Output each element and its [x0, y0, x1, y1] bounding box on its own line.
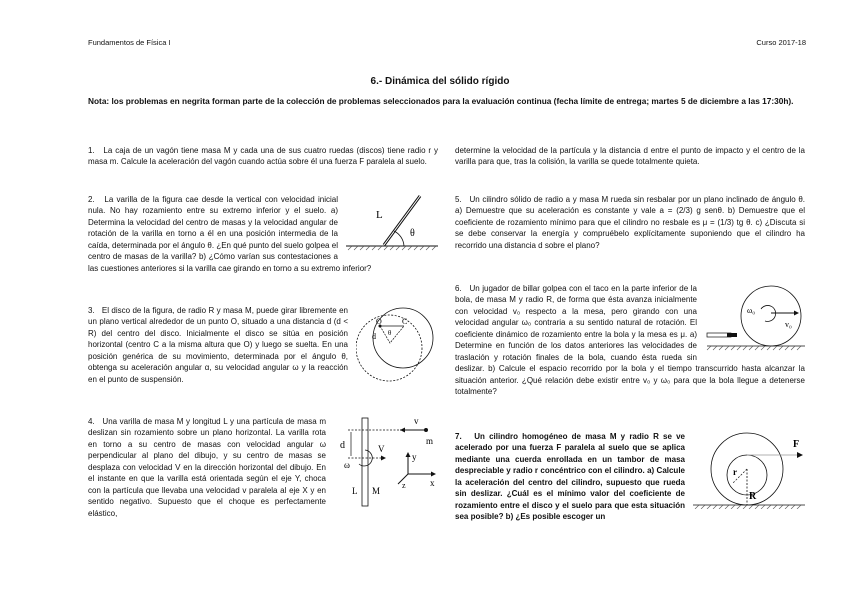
label-m: m	[426, 436, 434, 446]
problem-number: 7.	[455, 432, 462, 441]
problem-text: Un cilindro sólido de radio a y masa M rueda sin resbalar por un plano inclinado de ángulo θ. a) Demuestre que su aceleración es constante y vale a = (2/3) g senθ. b) Demuestre que el coeficiente de rozamiento mínimo para que el cilindro no resbale es μ = (1/3) tg θ. c) ¿Discuta si se debe conservar la energía y compruébelo explícitamente suponiendo que el cilindro ha recorrido una distancia d sobre el plano?	[455, 195, 806, 250]
label-d: d	[372, 332, 376, 341]
label-z: z	[402, 481, 406, 490]
problem-number: 6.	[455, 284, 462, 293]
label-L: L	[352, 486, 358, 496]
label-F: F	[793, 439, 800, 450]
label-d: d	[340, 440, 345, 451]
label-R: R	[749, 491, 757, 502]
problem-text: La varilla de la figura cae desde la vertical con velocidad inicial nula. No hay rozamiento entre su extremo inferior y el suelo. a) Determina la velocidad del centro de masas y la velocidad angular de rotación de la varilla en torno a él en una posición intermedia de la caída, determinada por el ángulo θ. ¿En qué punto del suelo golpea el centro de masas de la varilla? b) ¿Cómo varían sus contestaciones a las cuestiones anteriores si la varilla cae girando en torno a su extremo inferior?	[88, 195, 372, 273]
problem-text: Un jugador de billar golpea con el taco en la parte inferior de la bola, de masa M y radio R, de forma que ésta avanza inicialmente con velocidad v₀ respecto a la mesa, pero girando con una velocidad angular ω₀ contraria a su sentido natural de rotación. El coeficiente dinámico de rozamiento entre la bola y la mesa es μ. a) Determine en función de los datos anteriores las velocidades de traslación y rotación finales de la bola, cuando ésta rueda sin deslizar. b) Calcule el espacio recorrido por la bola y el tiempo transcurrido hasta alcanzar la situación anterior. ¿Qué relación debe existir entre v₀ y ω₀ para que la bola llegue a detenerse totalmente?	[455, 284, 805, 397]
problem-text: El disco de la figura, de radio R y masa M, puede girar libremente en un plano vertical alrededor de un punto O, situado a una distancia d (d < R) del centro del disco. Inicialmente el disco se sitúa en posición horizontal (centro C a la misma altura que O) y luego se suelta. En una posición genérica de su movimiento, determinada por el ángulo θ, obtenga su aceleración angular α, su velocidad angular ω y la reacción en el punto de suspensión.	[88, 306, 348, 384]
billiard-ball-figure	[705, 283, 805, 353]
problem-text: Una varilla de masa M y longitud L y una partícula de masa m deslizan sin rozamiento sobre un plano horizontal. La varilla rota en torno a su centro de masas con velocidad angular ω perpendicular al plano del dibujo, y su centro de masas se desplaza con velocidad V en la dirección horizontal del dibujo. En el instante en que la varilla está orientada según el eje Y, choca con la partícula que llevaba una velocidad v paralela al eje X y en sentido negativo. Supuesto que el choque es perfectamente elástico,	[88, 417, 327, 518]
cylinder-drum-figure	[693, 431, 805, 509]
problem-3	[88, 305, 438, 387]
problem-4	[88, 416, 438, 519]
label-x: x	[430, 478, 435, 488]
problem-number: 1.	[88, 146, 95, 155]
page-title: 6.- Dinámica del sólido rígido	[370, 76, 510, 87]
label-theta: θ	[388, 329, 392, 337]
disc-figure	[356, 305, 438, 387]
falling-rod-figure	[346, 194, 438, 254]
problem-text: La caja de un vagón tiene masa M y cada una de sus cuatro ruedas (discos) tiene radio r y masa m. Calcule la aceleración del vagón cuando actúa sobre él una fuerza F paralela al suelo.	[88, 146, 438, 167]
problem-2	[88, 194, 438, 274]
label-omega0: ω₀	[747, 306, 756, 315]
label-V: V	[378, 444, 385, 454]
note: Nota: los problemas en negrita forman parte de la colección de problemas seleccionados para la evaluación continua (fecha límite de entrega; martes 5 de diciembre a las 17:30h).	[88, 96, 794, 106]
problem-number: 5.	[455, 195, 462, 204]
course-name: Fundamentos de Física I	[88, 38, 171, 47]
problem-7	[455, 431, 805, 523]
rod-particle-figure	[334, 416, 438, 508]
label-v0: v₀	[785, 320, 792, 329]
problem-5	[455, 194, 805, 251]
course-year: Curso 2017-18	[756, 38, 806, 47]
problem-number: 2.	[88, 195, 95, 204]
label-M: M	[372, 486, 381, 496]
label-y: y	[412, 452, 417, 462]
label-O: O	[376, 317, 382, 326]
problem-1	[88, 145, 438, 168]
problem-4-continued: determine la velocidad de la partícula y la distancia d entre el punto de impacto y el centro de la varilla para que, tras la colisión, la varilla se quede totalmente quieta.	[455, 146, 805, 167]
problem-number: 4.	[88, 417, 95, 426]
label-C: C	[402, 317, 408, 326]
label-r: r	[733, 467, 737, 477]
problem-6	[455, 283, 805, 398]
label-L: L	[376, 209, 383, 221]
problem-text: Un cilindro homogéneo de masa M y radio R se ve acelerado por una fuerza F paralela al suelo que se aplica mediante una cuerda enrollada en un tambor de masa despreciable y radio r concéntrico con el cilindro. a) Calcule la aceleración del centro del cilindro, supuesto que rueda sin deslizar. ¿Cuál es el mínimo valor del coeficiente de rozamiento entre el disco y el suelo para que esta situación sea posible? b) ¿Es posible escoger un	[455, 432, 686, 522]
label-theta: θ	[410, 228, 415, 239]
problem-number: 3.	[88, 306, 95, 315]
label-omega: ω	[344, 460, 350, 470]
label-v: v	[414, 416, 419, 426]
